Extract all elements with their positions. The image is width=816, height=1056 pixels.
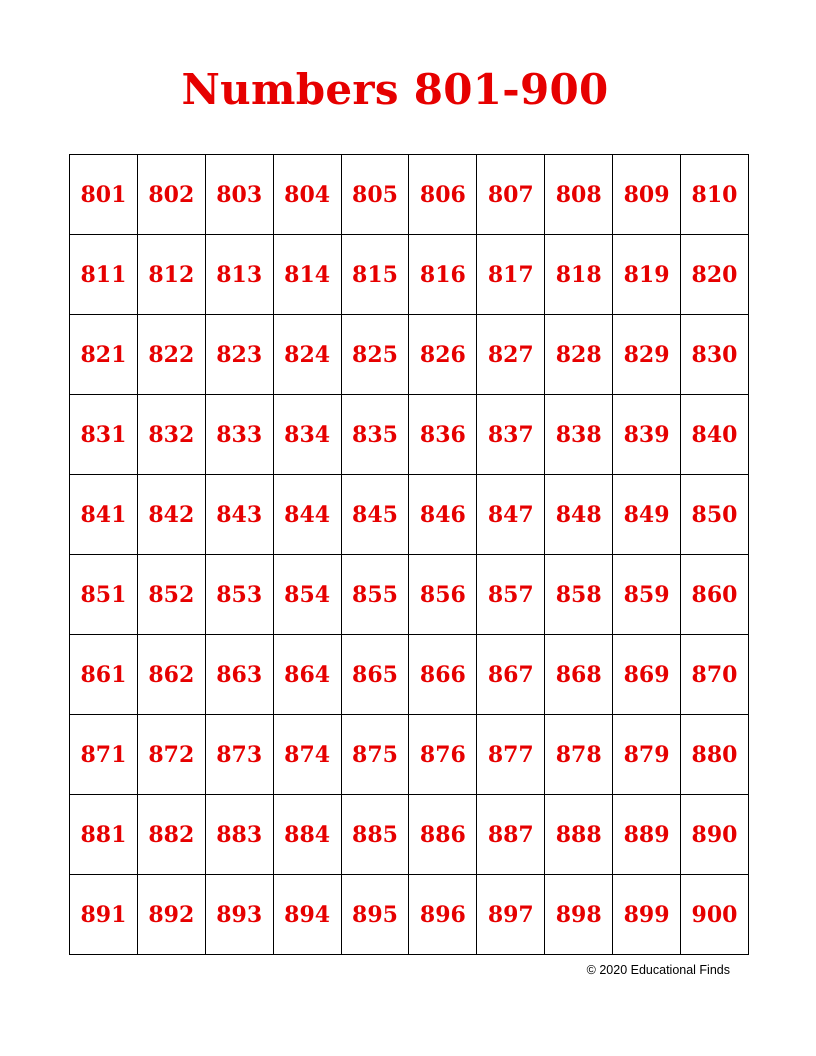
grid-cell: 876 bbox=[409, 715, 477, 795]
grid-cell: 836 bbox=[409, 395, 477, 475]
grid-cell: 892 bbox=[137, 875, 205, 955]
grid-cell: 878 bbox=[545, 715, 613, 795]
grid-cell: 805 bbox=[341, 155, 409, 235]
grid-cell: 838 bbox=[545, 395, 613, 475]
grid-cell: 858 bbox=[545, 555, 613, 635]
grid-cell: 885 bbox=[341, 795, 409, 875]
grid-cell: 842 bbox=[137, 475, 205, 555]
grid-row bbox=[70, 155, 749, 235]
grid-row bbox=[70, 475, 749, 555]
grid-cell: 886 bbox=[409, 795, 477, 875]
grid-cell: 846 bbox=[409, 475, 477, 555]
grid-row bbox=[70, 235, 749, 315]
grid-cell: 868 bbox=[545, 635, 613, 715]
grid-cell: 811 bbox=[70, 235, 138, 315]
grid-cell: 823 bbox=[205, 315, 273, 395]
grid-cell: 898 bbox=[545, 875, 613, 955]
grid-cell: 849 bbox=[613, 475, 681, 555]
grid-cell: 850 bbox=[681, 475, 749, 555]
grid-cell: 900 bbox=[681, 875, 749, 955]
grid-cell: 880 bbox=[681, 715, 749, 795]
grid-cell: 853 bbox=[205, 555, 273, 635]
grid-cell: 822 bbox=[137, 315, 205, 395]
grid-cell: 830 bbox=[681, 315, 749, 395]
grid-cell: 826 bbox=[409, 315, 477, 395]
grid-cell: 835 bbox=[341, 395, 409, 475]
grid-cell: 831 bbox=[70, 395, 138, 475]
grid-cell: 801 bbox=[70, 155, 138, 235]
grid-cell: 837 bbox=[477, 395, 545, 475]
grid-cell: 883 bbox=[205, 795, 273, 875]
grid-cell: 890 bbox=[681, 795, 749, 875]
grid-cell: 804 bbox=[273, 155, 341, 235]
grid-cell: 856 bbox=[409, 555, 477, 635]
grid-cell: 863 bbox=[205, 635, 273, 715]
grid-cell: 877 bbox=[477, 715, 545, 795]
grid-cell: 869 bbox=[613, 635, 681, 715]
grid-cell: 862 bbox=[137, 635, 205, 715]
grid-row bbox=[70, 315, 749, 395]
grid-cell: 802 bbox=[137, 155, 205, 235]
grid-cell: 844 bbox=[273, 475, 341, 555]
grid-cell: 818 bbox=[545, 235, 613, 315]
grid-cell: 879 bbox=[613, 715, 681, 795]
grid-cell: 870 bbox=[681, 635, 749, 715]
grid-cell: 895 bbox=[341, 875, 409, 955]
page-title: Numbers 801-900 bbox=[181, 65, 609, 114]
grid-cell: 824 bbox=[273, 315, 341, 395]
grid-cell: 843 bbox=[205, 475, 273, 555]
grid-row bbox=[70, 635, 749, 715]
grid-cell: 857 bbox=[477, 555, 545, 635]
grid-cell: 859 bbox=[613, 555, 681, 635]
grid-cell: 816 bbox=[409, 235, 477, 315]
number-grid-body bbox=[70, 155, 749, 955]
grid-row bbox=[70, 875, 749, 955]
grid-cell: 882 bbox=[137, 795, 205, 875]
grid-cell: 873 bbox=[205, 715, 273, 795]
grid-cell: 881 bbox=[70, 795, 138, 875]
grid-cell: 808 bbox=[545, 155, 613, 235]
grid-cell: 833 bbox=[205, 395, 273, 475]
grid-cell: 806 bbox=[409, 155, 477, 235]
grid-cell: 814 bbox=[273, 235, 341, 315]
grid-cell: 827 bbox=[477, 315, 545, 395]
grid-cell: 834 bbox=[273, 395, 341, 475]
grid-row bbox=[70, 555, 749, 635]
grid-cell: 845 bbox=[341, 475, 409, 555]
grid-cell: 817 bbox=[477, 235, 545, 315]
grid-cell: 867 bbox=[477, 635, 545, 715]
grid-cell: 893 bbox=[205, 875, 273, 955]
grid-cell: 899 bbox=[613, 875, 681, 955]
grid-cell: 803 bbox=[205, 155, 273, 235]
grid-cell: 854 bbox=[273, 555, 341, 635]
grid-cell: 866 bbox=[409, 635, 477, 715]
grid-cell: 884 bbox=[273, 795, 341, 875]
grid-cell: 888 bbox=[545, 795, 613, 875]
grid-cell: 820 bbox=[681, 235, 749, 315]
grid-cell: 807 bbox=[477, 155, 545, 235]
grid-cell: 847 bbox=[477, 475, 545, 555]
grid-cell: 825 bbox=[341, 315, 409, 395]
grid-cell: 809 bbox=[613, 155, 681, 235]
grid-cell: 860 bbox=[681, 555, 749, 635]
grid-cell: 819 bbox=[613, 235, 681, 315]
grid-cell: 872 bbox=[137, 715, 205, 795]
grid-row bbox=[70, 795, 749, 875]
grid-cell: 828 bbox=[545, 315, 613, 395]
grid-cell: 874 bbox=[273, 715, 341, 795]
grid-cell: 815 bbox=[341, 235, 409, 315]
grid-cell: 864 bbox=[273, 635, 341, 715]
copyright-notice: © 2020 Educational Finds bbox=[586, 963, 730, 977]
grid-cell: 840 bbox=[681, 395, 749, 475]
grid-cell: 852 bbox=[137, 555, 205, 635]
grid-cell: 865 bbox=[341, 635, 409, 715]
grid-cell: 851 bbox=[70, 555, 138, 635]
grid-cell: 861 bbox=[70, 635, 138, 715]
grid-cell: 813 bbox=[205, 235, 273, 315]
grid-cell: 897 bbox=[477, 875, 545, 955]
grid-row bbox=[70, 395, 749, 475]
grid-row bbox=[70, 715, 749, 795]
grid-cell: 891 bbox=[70, 875, 138, 955]
number-grid bbox=[69, 154, 749, 955]
grid-cell: 821 bbox=[70, 315, 138, 395]
grid-cell: 848 bbox=[545, 475, 613, 555]
grid-cell: 875 bbox=[341, 715, 409, 795]
grid-cell: 812 bbox=[137, 235, 205, 315]
grid-cell: 829 bbox=[613, 315, 681, 395]
grid-cell: 855 bbox=[341, 555, 409, 635]
grid-cell: 871 bbox=[70, 715, 138, 795]
grid-cell: 896 bbox=[409, 875, 477, 955]
grid-cell: 887 bbox=[477, 795, 545, 875]
grid-cell: 894 bbox=[273, 875, 341, 955]
grid-cell: 832 bbox=[137, 395, 205, 475]
grid-cell: 839 bbox=[613, 395, 681, 475]
grid-cell: 889 bbox=[613, 795, 681, 875]
grid-cell: 810 bbox=[681, 155, 749, 235]
grid-cell: 841 bbox=[70, 475, 138, 555]
